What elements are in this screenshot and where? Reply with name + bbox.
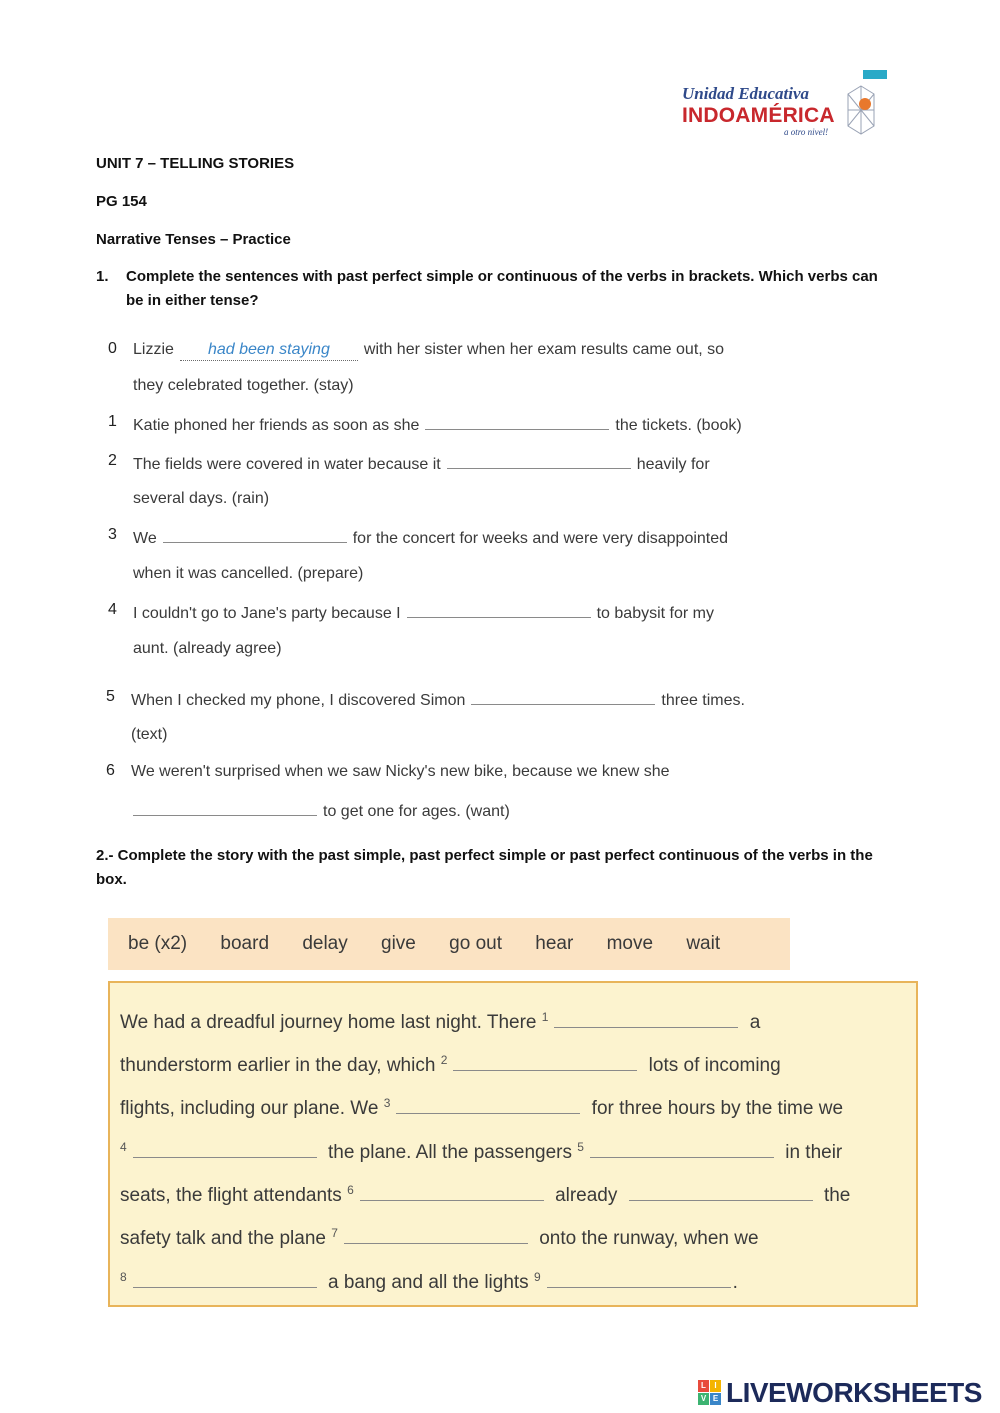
item-3-blank[interactable] bbox=[163, 526, 347, 543]
story-blank-4[interactable] bbox=[133, 1139, 317, 1158]
item-4-line1 bbox=[133, 601, 714, 624]
item-number: 2 bbox=[108, 452, 117, 469]
item-6-blank[interactable] bbox=[133, 799, 317, 816]
item-0-answer: had been staying bbox=[180, 340, 358, 361]
story-blank-1[interactable] bbox=[554, 1009, 738, 1028]
story-blank-9[interactable] bbox=[547, 1269, 731, 1288]
story-blank-6b[interactable] bbox=[629, 1182, 813, 1201]
item-number: 6 bbox=[106, 762, 115, 779]
story-text: . bbox=[732, 1272, 738, 1293]
word-item: hear bbox=[535, 933, 574, 954]
brand-tile: V bbox=[698, 1393, 709, 1405]
item-3-line1 bbox=[133, 526, 728, 549]
logo-emblem-icon bbox=[846, 84, 876, 136]
exercise2-instruction-line2: box. bbox=[96, 871, 127, 888]
story-text: safety talk and the plane bbox=[120, 1228, 326, 1249]
item-text: Lizzie bbox=[133, 341, 174, 358]
story-text: We had a dreadful journey home last night. There bbox=[120, 1012, 537, 1033]
brand-tiles-icon bbox=[698, 1380, 722, 1406]
brand-name: LIVEWORKSHEETS bbox=[726, 1377, 982, 1408]
story-text: a bbox=[749, 1012, 761, 1033]
exercise1-number: 1. bbox=[96, 268, 109, 285]
logo-accent-bar bbox=[863, 70, 887, 79]
story-line-1 bbox=[120, 1005, 760, 1035]
item-5-blank[interactable] bbox=[471, 688, 655, 705]
gap-number: 6 bbox=[347, 1183, 354, 1197]
item-4-blank[interactable] bbox=[407, 601, 591, 618]
item-2-line2: several days. (rain) bbox=[133, 490, 270, 507]
story-text: the plane. All the passengers bbox=[327, 1142, 572, 1163]
story-line-2 bbox=[120, 1048, 781, 1078]
item-text: Katie phoned her friends as soon as she bbox=[133, 417, 420, 434]
word-item: go out bbox=[449, 933, 502, 954]
item-0-line1 bbox=[133, 340, 724, 361]
item-text: When I checked my phone, I discovered Simon bbox=[131, 692, 466, 709]
word-box bbox=[108, 918, 790, 970]
word-item: be (x2) bbox=[128, 933, 188, 954]
item-5-line2: (text) bbox=[131, 726, 168, 743]
unit-title: UNIT 7 – TELLING STORIES bbox=[96, 155, 295, 172]
story-text: the bbox=[823, 1185, 851, 1206]
story-box bbox=[108, 981, 918, 1307]
word-item: delay bbox=[302, 933, 348, 954]
exercise2-instruction bbox=[96, 844, 956, 892]
gap-number: 8 bbox=[120, 1270, 127, 1284]
brand-tile: I bbox=[710, 1380, 721, 1392]
word-item: board bbox=[220, 933, 270, 954]
word-item: give bbox=[381, 933, 416, 954]
story-blank-6a[interactable] bbox=[360, 1182, 544, 1201]
story-line-4 bbox=[120, 1135, 842, 1165]
logo-line1: Unidad Educativa bbox=[682, 84, 810, 103]
gap-number: 2 bbox=[440, 1053, 448, 1067]
item-text: to babysit for my bbox=[596, 605, 714, 622]
gap-number: 5 bbox=[577, 1140, 584, 1154]
item-6-line2 bbox=[127, 799, 510, 822]
item-text: with her sister when her exam results came out, so bbox=[363, 341, 725, 358]
logo-tagline: a otro nivel! bbox=[784, 127, 829, 137]
story-blank-3[interactable] bbox=[396, 1095, 580, 1114]
item-text: for the concert for weeks and were very disappointed bbox=[352, 530, 729, 547]
story-line-3 bbox=[120, 1091, 843, 1121]
item-6-line1: We weren't surprised when we saw Nicky's new bike, because we knew she bbox=[131, 763, 670, 780]
exercise1-instruction-line1: Complete the sentences with past perfect simple or continuous of the verbs in brackets. Which verbs can bbox=[126, 268, 878, 285]
exercise2-instruction-line1: 2.- Complete the story with the past simple, past perfect simple or past perfect continuous of the verbs in the bbox=[96, 847, 873, 864]
word-list bbox=[128, 933, 748, 955]
brand-tile: L bbox=[698, 1380, 709, 1392]
story-text: a bang and all the lights bbox=[327, 1272, 529, 1293]
gap-number: 7 bbox=[331, 1226, 338, 1240]
story-text: onto the runway, when we bbox=[539, 1228, 759, 1249]
story-text: already bbox=[555, 1185, 618, 1206]
item-0-line2: they celebrated together. (stay) bbox=[133, 377, 354, 394]
gap-number: 1 bbox=[541, 1010, 549, 1024]
story-blank-8[interactable] bbox=[133, 1269, 317, 1288]
story-text: lots of incoming bbox=[648, 1055, 781, 1076]
exercise1-instruction-line2: be in either tense? bbox=[126, 292, 259, 309]
item-text: The fields were covered in water because it bbox=[133, 456, 441, 473]
gap-number: 4 bbox=[120, 1140, 127, 1154]
item-1-line1 bbox=[133, 413, 742, 436]
story-text: in their bbox=[785, 1142, 843, 1163]
brand-tile: E bbox=[710, 1393, 721, 1405]
item-2-blank[interactable] bbox=[447, 452, 631, 469]
item-text: We bbox=[133, 530, 157, 547]
gap-number: 9 bbox=[533, 1270, 541, 1284]
story-text: seats, the flight attendants bbox=[120, 1185, 342, 1206]
item-text: I couldn't go to Jane's party because I bbox=[133, 605, 401, 622]
story-blank-5[interactable] bbox=[590, 1139, 774, 1158]
story-text: flights, including our plane. We bbox=[120, 1098, 379, 1119]
item-number: 1 bbox=[108, 413, 117, 430]
gap-number: 3 bbox=[383, 1096, 391, 1110]
item-number: 3 bbox=[108, 526, 117, 543]
story-line-5 bbox=[120, 1178, 850, 1208]
item-4-line2: aunt. (already agree) bbox=[133, 640, 282, 657]
word-item: wait bbox=[686, 933, 721, 954]
item-5-line1 bbox=[131, 688, 745, 711]
story-line-6 bbox=[120, 1221, 759, 1251]
item-text: the tickets. (book) bbox=[615, 417, 742, 434]
item-number: 5 bbox=[106, 688, 115, 705]
word-item: move bbox=[606, 933, 654, 954]
item-text: to get one for ages. (want) bbox=[323, 803, 510, 820]
item-number: 0 bbox=[108, 340, 117, 357]
item-number: 4 bbox=[108, 601, 117, 618]
item-text: three times. bbox=[661, 692, 745, 709]
story-blank-2[interactable] bbox=[453, 1052, 637, 1071]
exercise1-instruction bbox=[126, 265, 946, 313]
page-number: PG 154 bbox=[96, 193, 147, 210]
item-1-blank[interactable] bbox=[425, 413, 609, 430]
item-3-line2: when it was cancelled. (prepare) bbox=[133, 565, 364, 582]
story-line-7 bbox=[120, 1265, 738, 1295]
school-logo bbox=[680, 68, 890, 140]
story-text: for three hours by the time we bbox=[591, 1098, 844, 1119]
item-text: heavily for bbox=[636, 456, 710, 473]
item-2-line1 bbox=[133, 452, 710, 475]
logo-line2: INDOAMÉRICA bbox=[682, 104, 835, 127]
section-subtitle: Narrative Tenses – Practice bbox=[96, 231, 291, 248]
story-text: thunderstorm earlier in the day, which bbox=[120, 1055, 436, 1076]
story-blank-7[interactable] bbox=[344, 1225, 528, 1244]
